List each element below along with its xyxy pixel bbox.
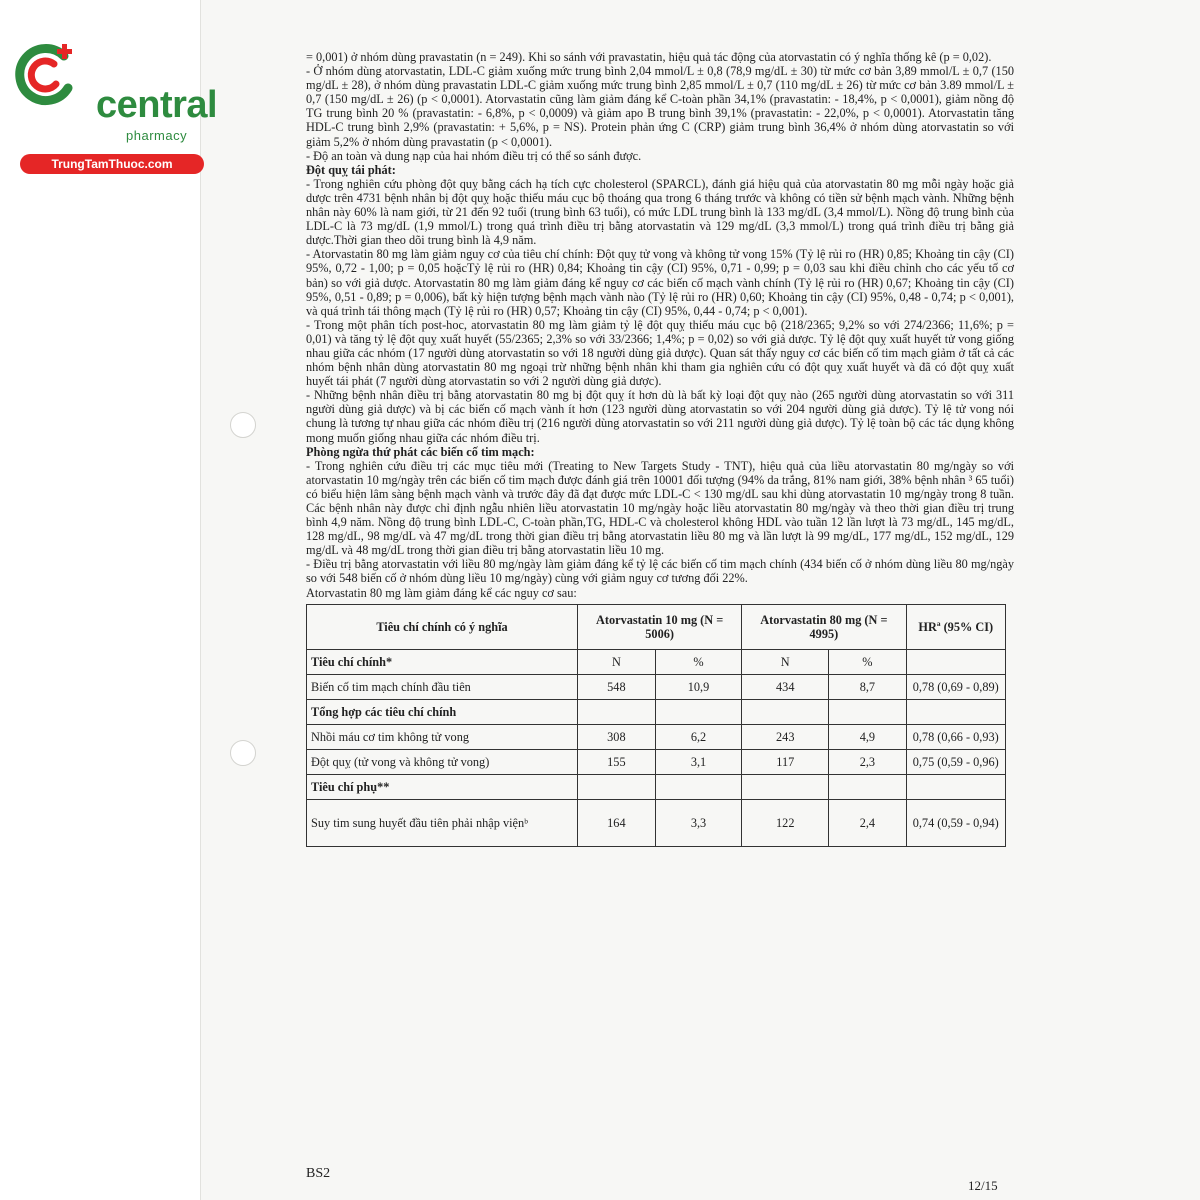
cell-pct-80mg: 8,7 (829, 674, 906, 699)
paragraph: - Ở nhóm dùng atorvastatin, LDL-C giảm xuống mức trung bình 2,04 mmol/L ± 0,8 (78,9 mg/dL ± 30) từ mức cơ bản 3,89 mmol/L ± 0,7 (150 mg/dL ± 28), ở nhóm dùng pravastatin LDL-C giảm xuống mức trung bình 2,85 mmol/L ± 0,7 (110 mg/dL ± 26) từ mức cơ bản 3.89 mmol/L ± 0,7 (150 mg/dL ± 26) (p < 0,0001). Atorvastatin cũng làm giảm đáng kể C-toàn phần 34,1% (pravastatin: - 18,4%, p < 0,0001), giảm nồng độ TG trung bình 20 % (pravastatin: - 6,8%, p < 0,0009) và giảm apo B trung bình 39,1% (pravastatin: - 22,0%, p < 0,0001). Atorvastatin tăng HDL-C trung bình 2,9% (pravastatin: + 5,6%, p = NS). Protein phản ứng C (CRP) giảm trung bình 36,4% ở nhóm dùng atorvastatin so với giảm 5,2% ở nhóm dùng pravastatin (p < 0,0001). (306, 64, 1014, 149)
cell-n-80mg: N (742, 649, 829, 674)
brand-logo[interactable] (8, 38, 218, 171)
brand-subtitle: pharmacy (126, 128, 188, 143)
cell-hr: 0,74 (0,59 - 0,94) (906, 799, 1006, 846)
brand-name: central (96, 84, 218, 126)
cell-n-80mg (742, 774, 829, 799)
cell-pct-80mg: 2,3 (829, 749, 906, 774)
results-table (306, 604, 1006, 847)
cell-pct-80mg (829, 699, 906, 724)
cell-n-10mg: 164 (578, 799, 656, 846)
section-heading: Đột quỵ tái phát: (306, 162, 396, 177)
table-header-row (307, 604, 1006, 649)
footer-code: BS2 (306, 1166, 331, 1181)
cell-n-10mg: N (578, 649, 656, 674)
cell-criteria: Tiêu chí phụ** (307, 774, 578, 799)
pharmacy-logo-icon (14, 42, 78, 106)
paragraph: - Trong một phân tích post-hoc, atorvastatin 80 mg làm giảm tỷ lệ đột quỵ thiếu máu cục bộ (218/2365; 9,2% so với 274/2366; 11,6%; p = 0,01) và tăng tỷ lệ đột quỵ xuất huyết (55/2365; 2,3% so với 33/2366; 1,4%; p = 0,02) so với giả dược. Tỷ lệ đột quỵ xuất huyết tử vong giống nhau giữa các nhóm (17 người dùng atorvastatin so với 18 người dùng giả dược). Quan sát thấy nguy cơ các biến cố tim mạch giảm ở tất cả các nhóm bệnh nhân dùng atorvastatin 80 mg ngoại trừ những bệnh nhân khi tham gia nghiên cứu có đột quỵ xuất huyết và đã có đột quỵ xuất huyết tái phát (7 người dùng atorvastatin so với 2 người dùng giả dược). (306, 317, 1014, 389)
punch-hole (230, 740, 256, 766)
cell-n-10mg: 308 (578, 724, 656, 749)
cell-pct-80mg: 2,4 (829, 799, 906, 846)
cell-criteria: Suy tim sung huyết đầu tiên phải nhập việnᵇ (307, 799, 578, 846)
cell-n-10mg (578, 774, 656, 799)
paragraph: - Trong nghiên cứu điều trị các mục tiêu mới (Treating to New Targets Study - TNT), hiệu quả của liều atorvastatin 80 mg/ngày so với atorvastatin 10 mg/ngày trên các biến cố tim mạch được đánh giá trên 10001 đối tượng (94% da trắng, 81% nam giới, 38% bệnh nhân ³ 65 tuổi) có biểu hiện lâm sàng bệnh mạch vành và trước đây đã đạt được mức LDL-C < 130 mg/dL sau khi dùng atorvastatin 10 mg/ngày trong 8 tuần. Các bệnh nhân này được chỉ định ngẫu nhiên liều atorvastatin 10 mg/ngày hoặc liều atorvastatin 80 mg/ngày và theo thời gian điều trị trung bình 4,9 năm. Nồng độ trung bình LDL-C, C-toàn phần,TG, HDL-C và cholesterol không HDL vào tuần 12 lần lượt là 73 mg/dL, 145 mg/dL, 128 mg/dL, 98 mg/dL và 47 mg/dL trong thời gian điều trị bằng atorvastatin liều 80 mg và lần lượt là 99 mg/dL, 177 mg/dL, 152 mg/dL, 129 mg/dL và 48 mg/dL trong thời gian điều trị bằng atorvastatin liều 10 mg. (306, 458, 1014, 558)
cell-hr: 0,75 (0,59 - 0,96) (906, 749, 1006, 774)
cell-n-80mg: 434 (742, 674, 829, 699)
table-row (307, 724, 1006, 749)
cell-hr: 0,78 (0,69 - 0,89) (906, 674, 1006, 699)
cell-n-10mg: 155 (578, 749, 656, 774)
table-section-row (307, 649, 1006, 674)
paragraph: - Atorvastatin 80 mg làm giảm nguy cơ của tiêu chí chính: Đột quỵ tử vong và không tử vong 15% (Tỷ lệ rủi ro (HR) 0,85; Khoảng tin cậy (CI) 95%, 0,72 - 1,00; p = 0,05 hoặcTỷ lệ rủi ro (HR) 0,84; Khoảng tin cậy (CI) 95%, 0,71 - 0,99; p = 0,03 sau khi điều chỉnh cho các yếu tố cơ bản) so với giả dược. Atorvastatin 80 mg làm giảm đáng kể nguy cơ các biến cố mạch vành chính (Tỷ lệ rủi ro (HR) 0,67; Khoảng tin cậy (CI) 95%, 0,51 - 0,89; p = 0,006), bất kỳ hiện tượng bệnh mạch vành nào (Tỷ lệ rủi ro (HR) 0,60; Khoảng tin cậy (CI) 95%, 0,48 - 0,74; p < 0,001), và quá trình tái thông mạch (Tỷ lệ rủi ro (HR) 0,57; Khoảng tin cậy (CI) 95%, 0,44 - 0,74; p < 0,001). (306, 247, 1014, 318)
paragraph: - Độ an toàn và dung nạp của hai nhóm điều trị có thể so sánh được. (306, 148, 642, 163)
cell-n-80mg: 117 (742, 749, 829, 774)
cell-criteria: Biến cố tim mạch chính đầu tiên (307, 674, 578, 699)
cell-criteria: Đột quỵ (tử vong và không tử vong) (307, 749, 578, 774)
cell-n-80mg (742, 699, 829, 724)
cell-criteria: Nhồi máu cơ tim không tử vong (307, 724, 578, 749)
cell-pct-80mg: 4,9 (829, 724, 906, 749)
cell-criteria: Tổng hợp các tiêu chí chính (307, 699, 578, 724)
header-group-10mg: Atorvastatin 10 mg (N = 5006) (578, 604, 742, 649)
table-row (307, 799, 1006, 846)
cell-hr (906, 774, 1006, 799)
cell-hr (906, 649, 1006, 674)
cell-pct-10mg (655, 699, 741, 724)
cell-pct-10mg: 10,9 (655, 674, 741, 699)
cell-pct-80mg: % (829, 649, 906, 674)
punch-hole (230, 412, 256, 438)
cell-pct-80mg (829, 774, 906, 799)
cell-n-80mg: 122 (742, 799, 829, 846)
paragraph: - Trong nghiên cứu phòng đột quỵ bằng cách hạ tích cực cholesterol (SPARCL), đánh giá hiệu quả của atorvastatin 80 mg mỗi ngày hoặc giả dược trên 4731 bệnh nhân bị đột quỵ hoặc thiếu máu cục bộ thoáng qua trong 6 tháng trước và không có tiền sử bệnh mạch vành. Những bệnh nhân này 60% là nam giới, từ 21 đến 92 tuổi (trung bình 63 tuổi), có mức LDL trung bình là 133 mg/dL (3,4 mmol/L). Nồng độ trung bình của LDL-C là 73 mg/dL (1,9 mmol/L) trong quá trình điều trị bằng atorvastatin và 129 mg/dL (3,3 mmol/L) trong quá trình điều trị bằng giả dược.Thời gian theo dõi trung bình là 4,9 năm. (306, 176, 1014, 248)
document-body (306, 50, 1014, 847)
paragraph: - Điều trị bằng atorvastatin với liều 80 mg/ngày làm giảm đáng kể tỷ lệ các biến cố tim mạch chính (434 biến cố ở nhóm dùng liều 80 mg/ngày so với 548 biến cố ở nhóm dùng liều 10 mg/ngày) cùng với giảm nguy cơ tương đối 22%. (306, 557, 1014, 586)
paragraph-list (306, 50, 1014, 586)
cell-criteria: Tiêu chí chính* (307, 649, 578, 674)
header-hr: HRª (95% CI) (906, 604, 1006, 649)
cell-pct-10mg: 3,3 (655, 799, 741, 846)
paragraph: - Những bệnh nhân điều trị bằng atorvastatin 80 mg bị đột quỵ ít hơn dù là bất kỳ loại đột quỵ nào (265 người dùng atorvastatin so với 311 người dùng giả dược) và bị các biến cố mạch vành ít hơn (123 người dùng atorvastatin so với 204 người dùng giả dược). Tỷ lệ tử vong nói chung là tương tự nhau giữa các nhóm điều trị (216 người dùng atorvastatin so với 211 người dùng giả dược). Tỷ lệ toàn bộ các tác dụng không mong muốn giống nhau giữa các nhóm điều trị. (306, 388, 1014, 445)
table-section-row (307, 774, 1006, 799)
section-heading: Phòng ngừa thứ phát các biến cố tim mạch: (306, 444, 535, 459)
cell-hr (906, 699, 1006, 724)
paragraph: = 0,001) ở nhóm dùng pravastatin (n = 249). Khi so sánh với pravastatin, hiệu quả tác động của atorvastatin có ý nghĩa thống kê (p = 0,02). (306, 50, 992, 64)
cell-pct-10mg (655, 774, 741, 799)
cell-n-10mg (578, 699, 656, 724)
table-row (307, 674, 1006, 699)
page-number: 12/15 (968, 1178, 998, 1193)
cell-n-80mg: 243 (742, 724, 829, 749)
table-row (307, 749, 1006, 774)
cell-n-10mg: 548 (578, 674, 656, 699)
table-caption: Atorvastatin 80 mg làm giảm đáng kể các nguy cơ sau: (306, 585, 577, 600)
header-group-80mg: Atorvastatin 80 mg (N = 4995) (742, 604, 906, 649)
header-criteria: Tiêu chí chính có ý nghĩa (307, 604, 578, 649)
table-body (307, 649, 1006, 846)
cell-hr: 0,78 (0,66 - 0,93) (906, 724, 1006, 749)
cell-pct-10mg: 6,2 (655, 724, 741, 749)
cell-pct-10mg: 3,1 (655, 749, 741, 774)
brand-url[interactable]: TrungTamThuoc.com (20, 154, 204, 174)
table-section-row (307, 699, 1006, 724)
cell-pct-10mg: % (655, 649, 741, 674)
